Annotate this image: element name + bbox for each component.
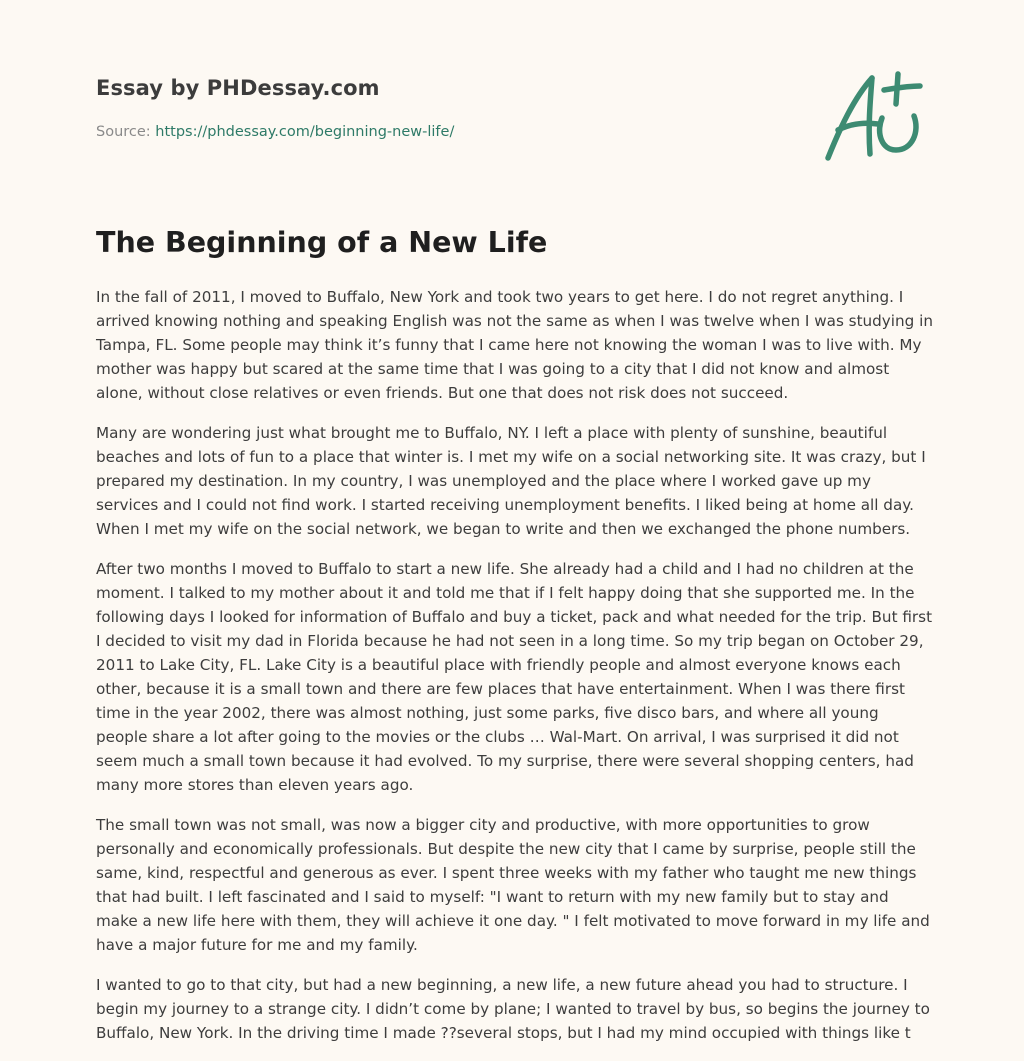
essay-body <box>96 285 934 1061</box>
brand-title: Essay by PHDessay.com <box>96 76 380 100</box>
source-link[interactable]: https://phdessay.com/beginning-new-life/ <box>155 124 455 140</box>
essay-title: The Beginning of a New Life <box>96 226 548 259</box>
essay-paragraph: I wanted to go to that city, but had a new beginning, a new life, a new future ahead you had to structure. I begin my journey to a strange city. I didn’t come by plane; I wanted to travel by bus, so begins the journey to Buffalo, New York. In the driving time I made ??several stops, but I had my mind occupied with things like t <box>96 976 930 1042</box>
essay-paragraph: The small town was not small, was now a bigger city and productive, with more opportunities to grow personally and economically professionals. But despite the new city that I came by surprise, people still the same, kind, respectful and generous as ever. I spent three weeks with my father who taught me new things that had built. I left fascinated and I said to myself: "I want to return with my new family but to stay and make a new life here with them, they will achieve it one day. " I felt motivated to move forward in my life and have a major future for me and my family. <box>96 816 930 954</box>
essay-paragraph: After two months I moved to Buffalo to start a new life. She already had a child and I had no children at the moment. I talked to my mother about it and told me that if I felt happy doing that she supported me. In the following days I looked for information of Buffalo and buy a ticket, pack and what needed for the trip. But first I decided to visit my dad in Florida because he had not seen in a long time. So my trip began on October 29, 2011 to Lake City, FL. Lake City is a beautiful place with friendly people and almost everyone knows each other, because it is a small town and there are few places that have entertainment. When I was there first time in the year 2002, there was almost nothing, just some parks, five disco bars, and where all young people share a lot after going to the movies or the clubs … Wal-Mart. On arrival, I was surprised it did not seem much a small town because it had evolved. To my surprise, there were several shopping centers, had many more stores than eleven years ago. <box>96 560 933 794</box>
essay-paragraph: In the fall of 2011, I moved to Buffalo, New York and took two years to get here. I do not regret anything. I arrived knowing nothing and speaking English was not the same as when I was twelve when I was studying in Tampa, FL. Some people may think it’s funny that I came here not knowing the woman I was to live with. My mother was happy but scared at the same time that I was going to a city that I did not know and almost alone, without close relatives or even friends. But one that does not risk does not succeed. <box>96 288 933 402</box>
a-plus-logo-icon <box>820 68 924 164</box>
source-label: Source: <box>96 124 156 140</box>
source-line <box>96 124 454 140</box>
essay-paragraph: Many are wondering just what brought me to Buffalo, NY. I left a place with plenty of sunshine, beautiful beaches and lots of fun to a place that winter is. I met my wife on a social networking site. It was crazy, but I prepared my destination. In my country, I was unemployed and the place where I worked gave up my services and I could not find work. I started receiving unemployment benefits. I liked being at home all day. When I met my wife on the social network, we began to write and then we exchanged the phone numbers. <box>96 424 926 538</box>
